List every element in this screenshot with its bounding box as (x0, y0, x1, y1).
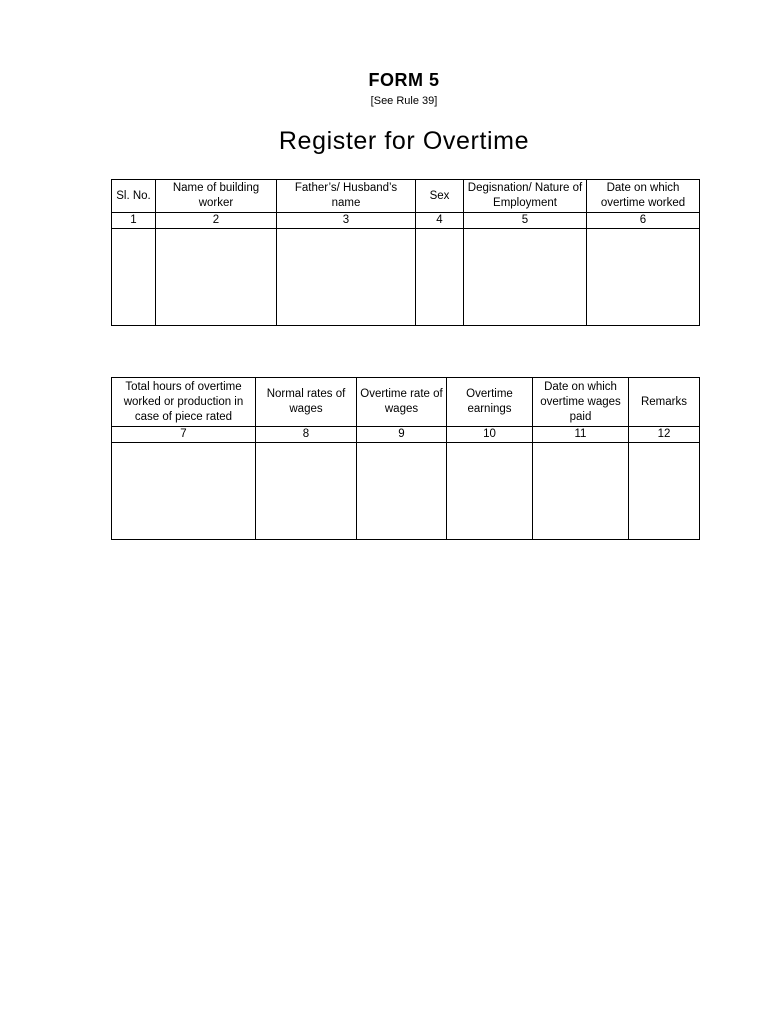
column-number: 3 (277, 213, 416, 229)
header-sl-no: Sl. No. (112, 180, 156, 213)
column-number-row (112, 213, 700, 229)
header-date-wages-paid: Date on which overtime wages paid (533, 378, 629, 427)
header-sex: Sex (416, 180, 464, 213)
header-normal-rates: Normal rates of wages (256, 378, 357, 427)
header-overtime-earnings: Overtime earnings (447, 378, 533, 427)
overtime-register-table-1 (111, 179, 700, 326)
header-designation: Degisnation/ Nature of Employment (464, 180, 587, 213)
rule-reference: [See Rule 39] (370, 95, 438, 107)
form-number: FORM 5 (368, 70, 440, 90)
column-number-row (112, 427, 700, 443)
entry-cell (256, 443, 357, 540)
column-number: 6 (587, 213, 700, 229)
header-row (112, 180, 700, 213)
column-number: 7 (112, 427, 256, 443)
entry-cell (447, 443, 533, 540)
column-number: 2 (156, 213, 277, 229)
overtime-register-table-2 (111, 377, 700, 540)
column-number: 9 (357, 427, 447, 443)
column-number: 12 (629, 427, 700, 443)
column-number: 11 (533, 427, 629, 443)
column-number: 10 (447, 427, 533, 443)
header-remarks: Remarks (629, 378, 700, 427)
entry-cell (277, 229, 416, 326)
column-number: 4 (416, 213, 464, 229)
entry-cell (357, 443, 447, 540)
header-father-husband-name: Father’s/ Husband’s name (277, 180, 416, 213)
entry-cell (587, 229, 700, 326)
header-overtime-rate: Overtime rate of wages (357, 378, 447, 427)
entry-cell (629, 443, 700, 540)
column-number: 1 (112, 213, 156, 229)
header-total-overtime-hours: Total hours of overtime worked or production in case of piece rated (112, 378, 256, 427)
column-number: 5 (464, 213, 587, 229)
column-number: 8 (256, 427, 357, 443)
entry-cell (416, 229, 464, 326)
page-title: Register for Overtime (278, 127, 530, 155)
header-row (112, 378, 700, 427)
entry-cell (112, 443, 256, 540)
header-date-overtime-worked: Date on which overtime worked (587, 180, 700, 213)
entry-cell (533, 443, 629, 540)
entry-cell (156, 229, 277, 326)
entry-row (112, 229, 700, 326)
entry-row (112, 443, 700, 540)
entry-cell (464, 229, 587, 326)
header-worker-name: Name of building worker (156, 180, 277, 213)
entry-cell (112, 229, 156, 326)
